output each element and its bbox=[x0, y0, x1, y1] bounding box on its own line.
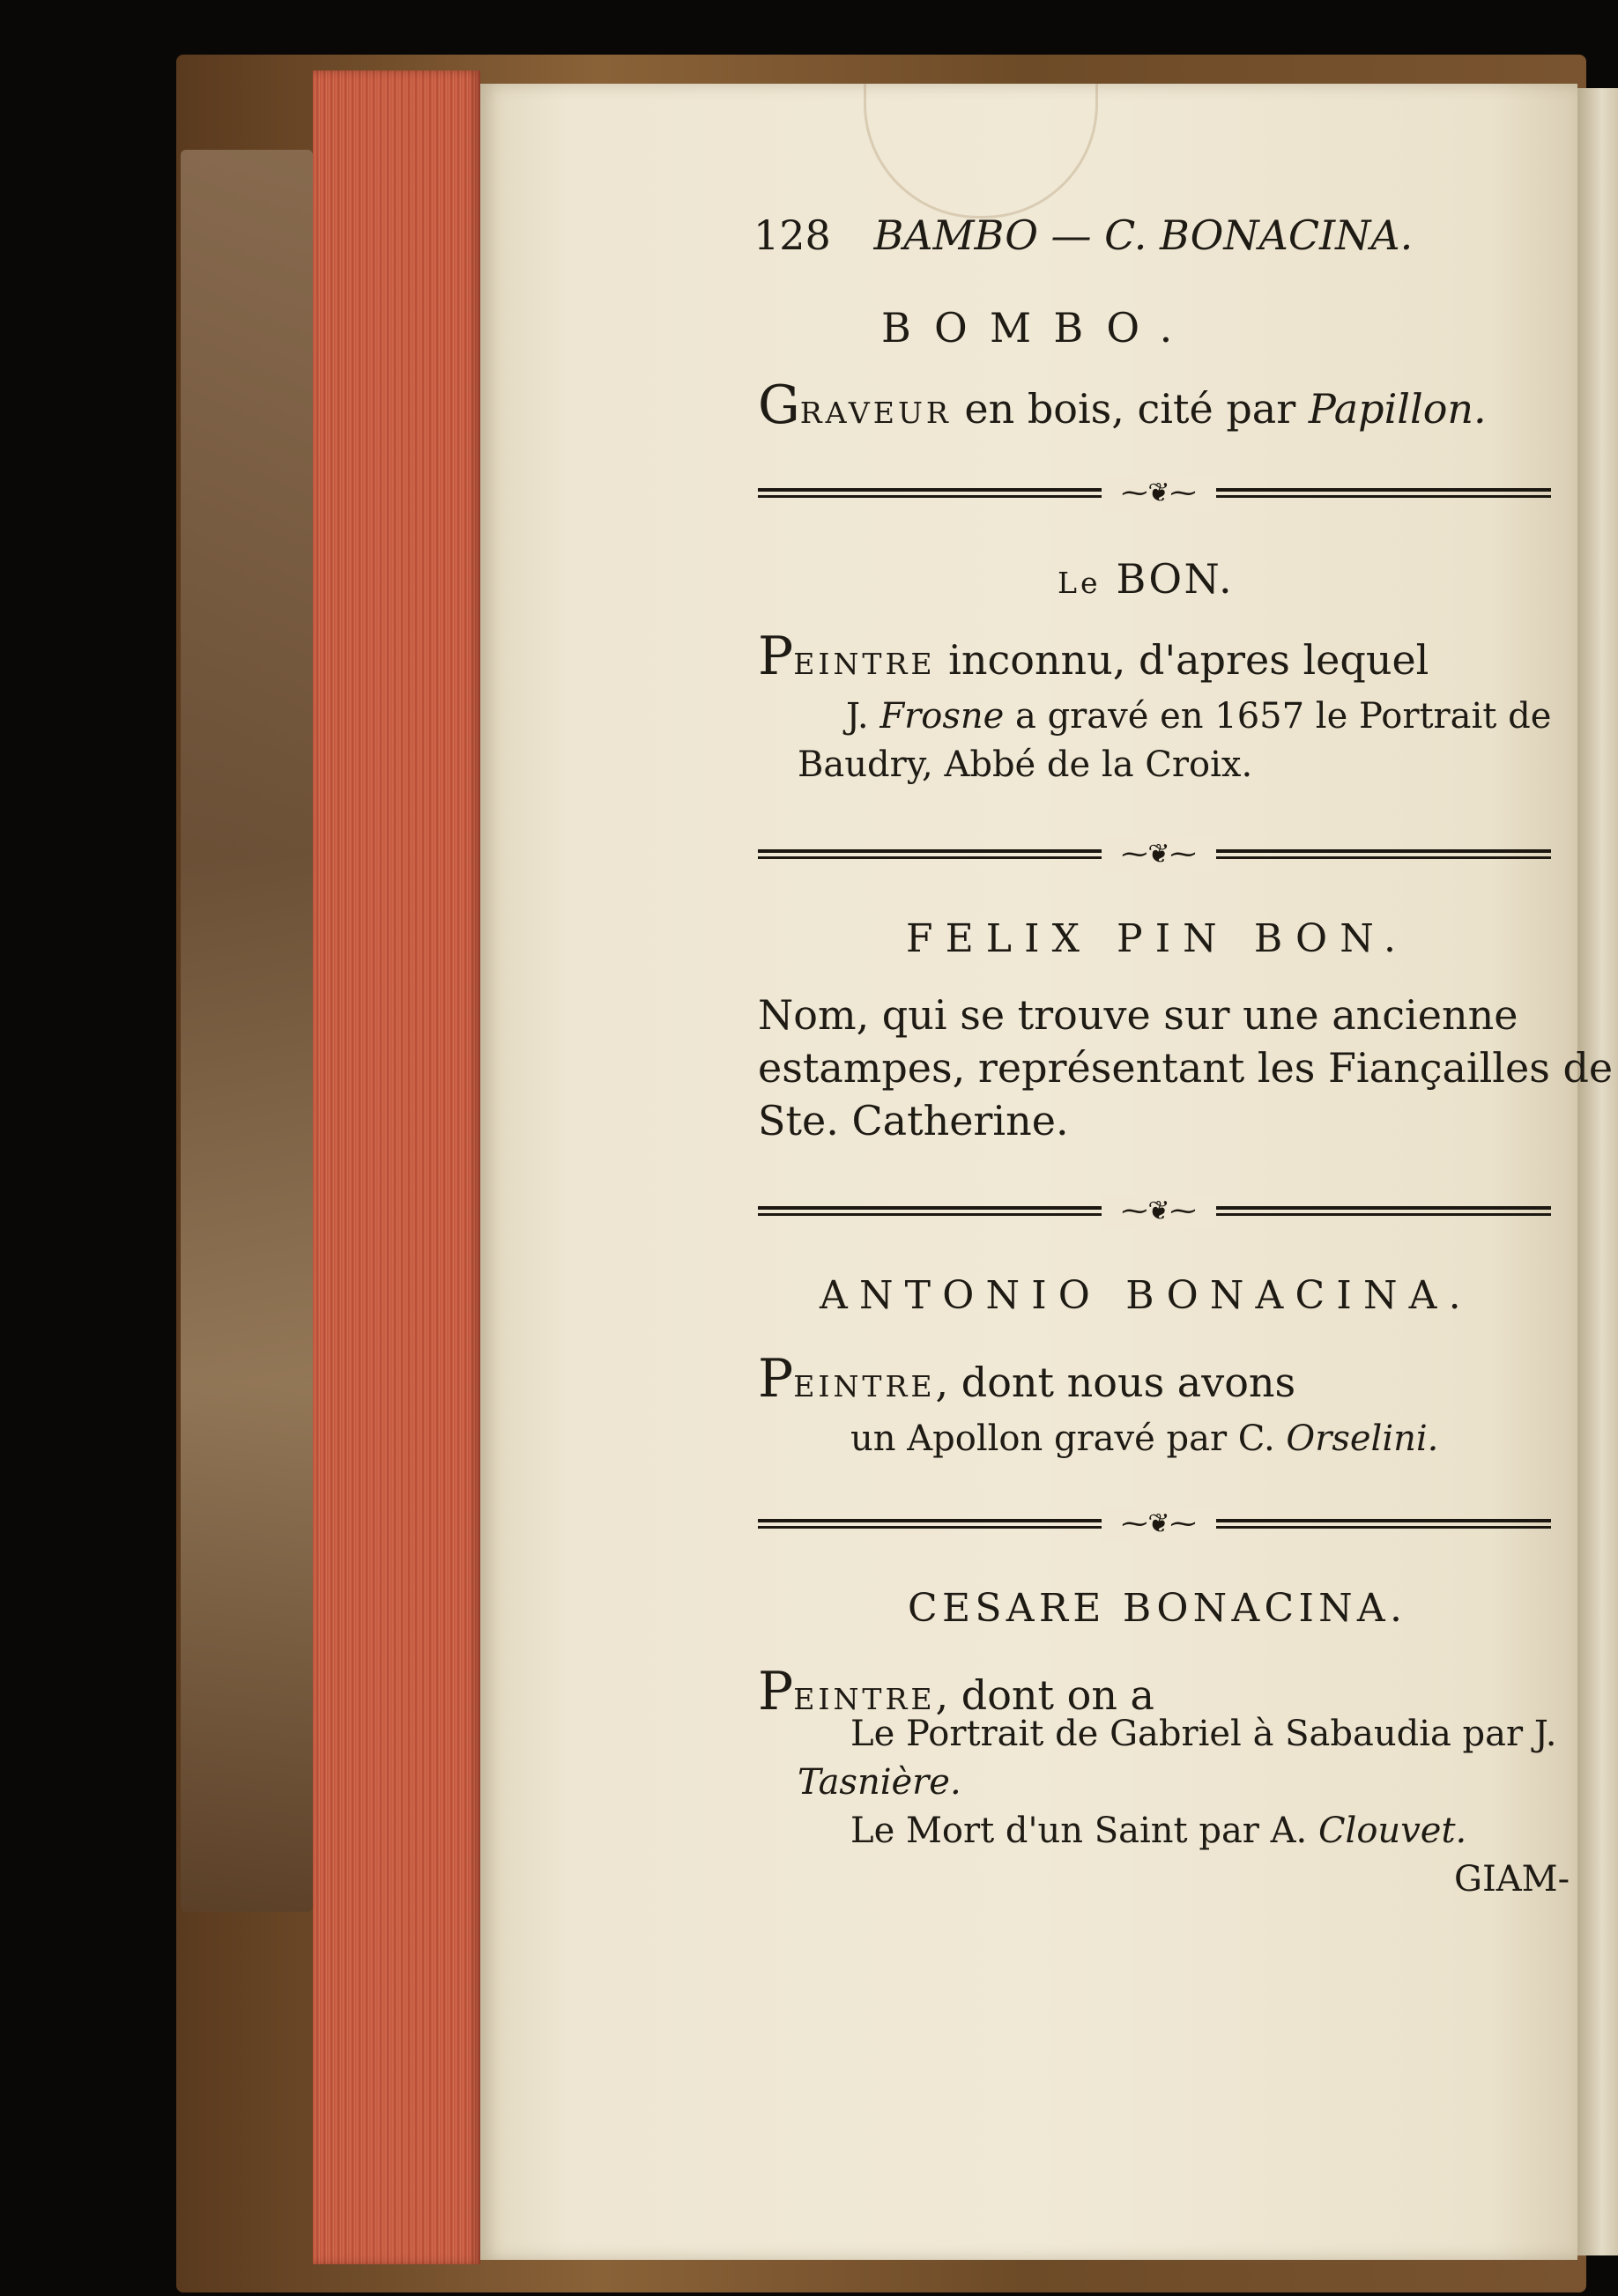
lead-word: EINTRE bbox=[793, 1682, 936, 1716]
entry-text: inconnu, d'apres lequel bbox=[948, 636, 1429, 684]
entry-text-italic: Clouvet. bbox=[1317, 1811, 1467, 1851]
entry-text: Le Mort d'un Saint par A. bbox=[850, 1811, 1308, 1851]
catchword: GIAM- bbox=[1454, 1859, 1570, 1900]
facing-page-edge bbox=[1577, 88, 1618, 2255]
entry-body-bombo bbox=[758, 374, 1487, 436]
fleuron-icon: ⁓❦⁓ bbox=[1102, 476, 1216, 511]
entry-text-italic: Papillon. bbox=[1308, 385, 1487, 433]
entry-line-felix-1: Nom, qui se trouve sur une ancienne bbox=[758, 991, 1518, 1039]
ornamental-divider bbox=[758, 1508, 1551, 1539]
entry-line-le-bon-3: Baudry, Abbé de la Croix. bbox=[798, 744, 1253, 785]
drop-initial: P bbox=[758, 626, 794, 687]
ornamental-divider bbox=[758, 1196, 1551, 1226]
entry-title-le-bon bbox=[1058, 555, 1234, 603]
entry-body-antonio bbox=[758, 1348, 1295, 1410]
entry-text-italic: Orselini. bbox=[1286, 1418, 1439, 1459]
entry-text: en bois, cité par bbox=[964, 385, 1296, 433]
entry-text-italic: Tasnière. bbox=[798, 1762, 961, 1803]
entry-line-cesare-4 bbox=[850, 1811, 1466, 1851]
entry-text: un Apollon gravé par C. bbox=[850, 1418, 1275, 1459]
running-header bbox=[753, 211, 1413, 259]
entry-title: BON. bbox=[1116, 555, 1234, 603]
page-number: 128 bbox=[753, 211, 831, 259]
drop-initial: P bbox=[758, 1348, 794, 1410]
red-page-edges bbox=[313, 70, 480, 2264]
lead-word: RAVEUR bbox=[799, 396, 952, 430]
fleuron-icon: ⁓❦⁓ bbox=[1102, 837, 1216, 872]
entry-line-felix-3: Ste. Catherine. bbox=[758, 1097, 1069, 1144]
entry-title-felix-pin-bon: FELIX PIN BON. bbox=[906, 916, 1409, 961]
entry-line-cesare-3 bbox=[798, 1762, 961, 1803]
title-prefix: Le bbox=[1058, 566, 1102, 600]
worn-spine-leather bbox=[181, 150, 313, 1912]
entry-text: a gravé en 1657 le Portrait de bbox=[1015, 696, 1552, 737]
ornamental-divider bbox=[758, 839, 1551, 870]
entry-title-cesare-bonacina: CESARE BONACINA. bbox=[908, 1586, 1407, 1631]
entry-title-antonio-bonacina: ANTONIO BONACINA. bbox=[820, 1273, 1473, 1318]
entry-text: , dont on a bbox=[935, 1671, 1154, 1719]
lead-word: EINTRE bbox=[793, 1369, 936, 1404]
lead-word: EINTRE bbox=[793, 647, 936, 681]
ornamental-divider bbox=[758, 478, 1551, 508]
running-title: BAMBO — C. BONACINA. bbox=[873, 211, 1414, 259]
entry-line-le-bon-2 bbox=[846, 696, 1551, 737]
entry-body-le-bon bbox=[758, 626, 1429, 687]
entry-line-cesare-2: Le Portrait de Gabriel à Sabaudia par J. bbox=[850, 1714, 1557, 1754]
fleuron-icon: ⁓❦⁓ bbox=[1102, 1507, 1216, 1542]
entry-text-italic: Frosne bbox=[880, 696, 1005, 737]
entry-title-bombo: BOMBO. bbox=[881, 304, 1195, 352]
fleuron-icon: ⁓❦⁓ bbox=[1102, 1194, 1216, 1229]
drop-initial: P bbox=[758, 1661, 794, 1722]
entry-line-antonio-2 bbox=[850, 1418, 1438, 1459]
entry-text: J. bbox=[846, 696, 869, 737]
entry-text: , dont nous avons bbox=[935, 1359, 1296, 1406]
entry-line-felix-2: estampes, représentant les Fiançailles de bbox=[758, 1044, 1614, 1092]
drop-initial: G bbox=[758, 374, 800, 436]
